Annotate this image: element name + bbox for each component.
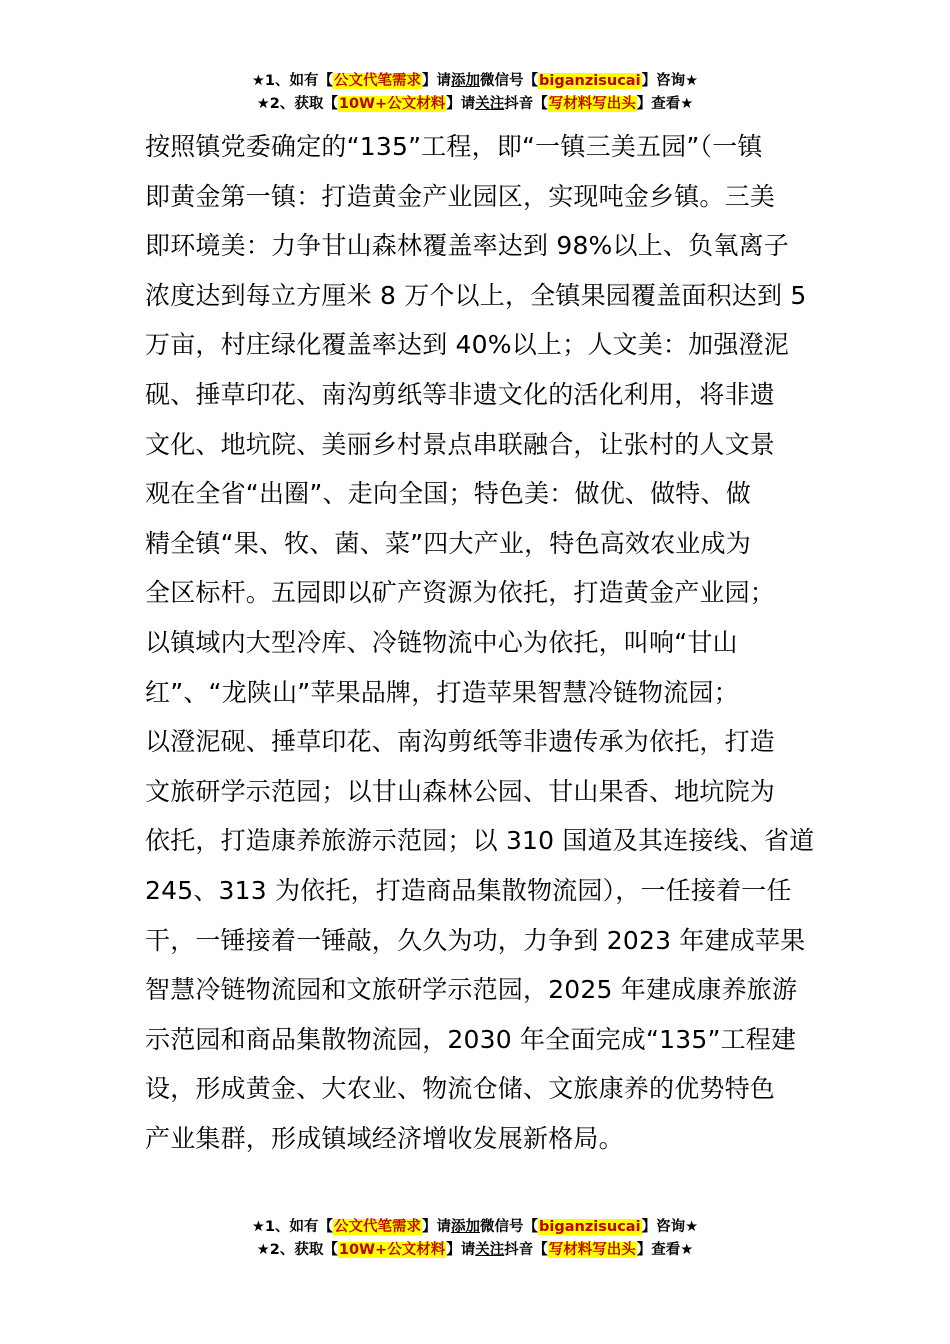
body-line: 万亩，村庄绿化覆盖率达到 40%以上；人文美：加强澄泥 [145, 330, 789, 360]
footer-line-2-prefix: 2、获取【 [269, 1242, 338, 1258]
header-highlight-wechat-id: biganzisucai [539, 73, 641, 89]
footer-highlight-service: 公文代笔需求 [334, 1219, 422, 1235]
header-line-1-mid1: 】请 [422, 73, 452, 89]
body-line: 245、313 为依托，打造商品集散物流园），一任接着一任 [145, 875, 792, 905]
footer-line-1-mid2: 微信号【 [480, 1219, 539, 1235]
header-banner [0, 70, 950, 116]
body-line: 砚、捶草印花、南沟剪纸等非遗文化的活化利用，将非遗 [145, 379, 776, 409]
body-line: 智慧冷链物流园和文旅研学示范园，2025 年建成康养旅游 [145, 975, 798, 1005]
body-line: 以镇域内大型冷库、冷链物流中心为依托，叫响“甘山 [145, 627, 738, 657]
header-highlight-douyin: 写材料写出头 [548, 96, 636, 112]
star-icon: ★ [680, 96, 694, 112]
footer-line-2-mid2: 抖音【 [504, 1242, 548, 1258]
header-underlined-follow: 关注 [475, 96, 505, 112]
body-line: 按照镇党委确定的“135”工程，即“一镇三美五园”（一镇 [145, 132, 763, 161]
star-icon: ★ [685, 73, 699, 89]
body-line: 依托，打造康养旅游示范园；以 310 国道及其连接线、省道 [145, 826, 815, 856]
header-line-1-mid2: 微信号【 [480, 73, 539, 89]
footer-line-1-mid1: 】请 [422, 1219, 452, 1235]
footer-underlined-add: 添加 [451, 1219, 481, 1235]
header-highlight-service: 公文代笔需求 [334, 73, 422, 89]
star-icon: ★ [256, 1242, 270, 1258]
header-line-2-mid1: 】请 [446, 96, 476, 112]
header-line-2-mid2: 抖音【 [504, 96, 548, 112]
body-line: 示范园和商品集散物流园，2030 年全面完成“135”工程建 [145, 1024, 797, 1054]
header-line-1 [0, 70, 950, 93]
star-icon: ★ [256, 96, 270, 112]
body-line: 即环境美：力争甘山森林覆盖率达到 98%以上、负氧离子 [145, 231, 789, 261]
footer-line-2-mid1: 】请 [446, 1242, 476, 1258]
header-line-2 [0, 93, 950, 116]
body-line: 观在全省“出圈”、走向全国；特色美：做优、做特、做 [145, 479, 751, 509]
header-line-2-suffix: 】查看 [636, 96, 681, 112]
footer-line-2 [0, 1239, 950, 1262]
footer-highlight-materials: 10W+公文材料 [338, 1242, 446, 1258]
footer-highlight-douyin: 写材料写出头 [548, 1242, 636, 1258]
footer-banner [0, 1216, 950, 1262]
body-line: 文化、地坑院、美丽乡村景点串联融合，让张村的人文景 [145, 429, 776, 459]
star-icon: ★ [680, 1242, 694, 1258]
footer-highlight-wechat-id: biganzisucai [539, 1219, 641, 1235]
body-line: 浓度达到每立方厘米 8 万个以上，全镇果园覆盖面积达到 5 [145, 280, 807, 310]
document-body [145, 122, 815, 1163]
body-line: 全区标杆。五园即以矿产资源为依托，打造黄金产业园； [145, 578, 776, 608]
footer-line-1 [0, 1216, 950, 1239]
footer-line-1-prefix: 1、如有【 [264, 1219, 334, 1235]
body-line: 精全镇“果、牧、菌、菜”四大产业，特色高效农业成为 [145, 528, 751, 558]
body-line: 红”、“龙陕山”苹果品牌，打造苹果智慧冷链物流园； [145, 677, 739, 707]
header-highlight-materials: 10W+公文材料 [338, 96, 446, 112]
star-icon: ★ [685, 1219, 699, 1235]
header-underlined-add: 添加 [451, 73, 481, 89]
body-line: 产业集群，形成镇域经济增收发展新格局。 [145, 1123, 624, 1153]
header-line-2-prefix: 2、获取【 [269, 96, 338, 112]
body-line: 文旅研学示范园；以甘山森林公园、甘山果香、地坑院为 [145, 776, 776, 806]
body-line: 设，形成黄金、大农业、物流仓储、文旅康养的优势特色 [145, 1074, 776, 1104]
body-line: 干，一锤接着一锤敲，久久为功，力争到 2023 年建成苹果 [145, 925, 806, 955]
star-icon: ★ [251, 73, 265, 89]
header-line-1-prefix: 1、如有【 [264, 73, 334, 89]
body-line: 以澄泥砚、捶草印花、南沟剪纸等非遗传承为依托，打造 [145, 727, 776, 757]
body-line: 即黄金第一镇：打造黄金产业园区，实现吨金乡镇。三美 [145, 181, 776, 211]
star-icon: ★ [251, 1219, 265, 1235]
footer-underlined-follow: 关注 [475, 1242, 505, 1258]
footer-line-2-suffix: 】查看 [636, 1242, 681, 1258]
header-line-1-suffix: 】咨询 [641, 73, 686, 89]
footer-line-1-suffix: 】咨询 [641, 1219, 686, 1235]
